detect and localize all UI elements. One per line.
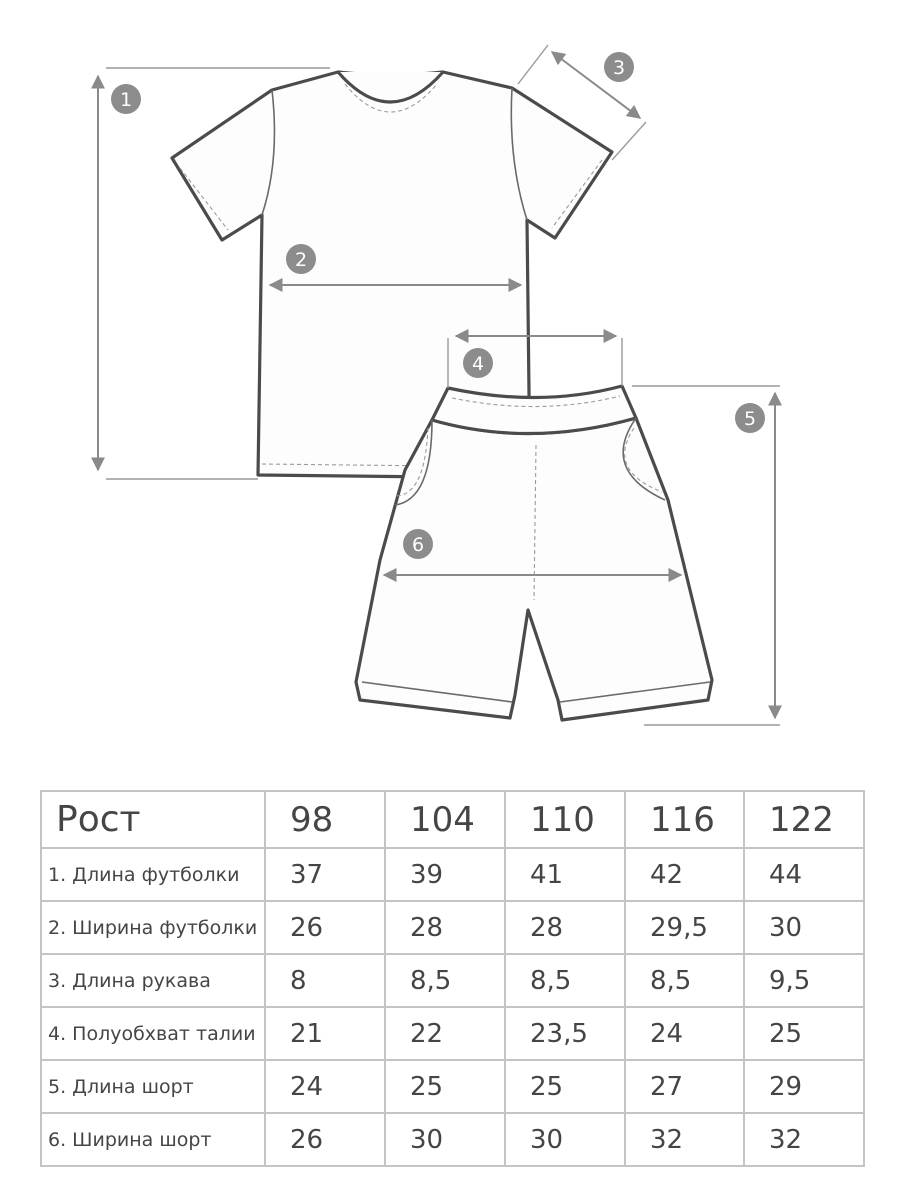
- row-label: 1. Длина футболки: [41, 848, 265, 901]
- size-table: [40, 790, 865, 1167]
- table-cell: 25: [385, 1060, 505, 1113]
- table-cell: 8,5: [385, 954, 505, 1007]
- table-cell: 26: [265, 1113, 385, 1166]
- svg-text:4: 4: [471, 353, 485, 375]
- row-label: 5. Длина шорт: [41, 1060, 265, 1113]
- table-cell: 28: [505, 901, 625, 954]
- table-header-row: [41, 791, 864, 848]
- table-cell: 26: [265, 901, 385, 954]
- table-cell: 44: [744, 848, 864, 901]
- table-cell: 37: [265, 848, 385, 901]
- marker-5: [735, 403, 765, 433]
- size-header-cell: 110: [505, 791, 625, 848]
- table-row: [41, 1007, 864, 1060]
- table-cell: 25: [505, 1060, 625, 1113]
- table-cell: 30: [744, 901, 864, 954]
- svg-text:1: 1: [119, 89, 133, 111]
- table-cell: 29,5: [625, 901, 744, 954]
- svg-text:5: 5: [743, 408, 757, 430]
- table-cell: 41: [505, 848, 625, 901]
- table-cell: 27: [625, 1060, 744, 1113]
- height-header-label: Рост: [41, 791, 265, 848]
- size-header-cell: 116: [625, 791, 744, 848]
- row-label: 6. Ширина шорт: [41, 1113, 265, 1166]
- table-cell: 23,5: [505, 1007, 625, 1060]
- svg-text:3: 3: [612, 57, 626, 79]
- row-label: 4. Полуобхват талии: [41, 1007, 265, 1060]
- row-label: 2. Ширина футболки: [41, 901, 265, 954]
- table-row: [41, 1113, 864, 1166]
- table-cell: 32: [744, 1113, 864, 1166]
- size-header-cell: 104: [385, 791, 505, 848]
- table-row: [41, 1060, 864, 1113]
- table-cell: 25: [744, 1007, 864, 1060]
- table-cell: 24: [625, 1007, 744, 1060]
- table-cell: 21: [265, 1007, 385, 1060]
- marker-1: [111, 84, 141, 114]
- table-cell: 30: [385, 1113, 505, 1166]
- table-cell: 8,5: [505, 954, 625, 1007]
- table-cell: 22: [385, 1007, 505, 1060]
- table-row: [41, 901, 864, 954]
- marker-2: [286, 244, 316, 274]
- table-cell: 8: [265, 954, 385, 1007]
- table-cell: 28: [385, 901, 505, 954]
- table-cell: 24: [265, 1060, 385, 1113]
- table-cell: 32: [625, 1113, 744, 1166]
- table-cell: 9,5: [744, 954, 864, 1007]
- table-row: [41, 848, 864, 901]
- table-cell: 42: [625, 848, 744, 901]
- marker-4: [463, 348, 493, 378]
- marker-6: [403, 529, 433, 559]
- svg-text:2: 2: [294, 249, 308, 271]
- marker-3: [604, 52, 634, 82]
- table-cell: 8,5: [625, 954, 744, 1007]
- table-cell: 39: [385, 848, 505, 901]
- size-header-cell: 122: [744, 791, 864, 848]
- table-cell: 29: [744, 1060, 864, 1113]
- svg-text:6: 6: [411, 534, 425, 556]
- table-row: [41, 954, 864, 1007]
- size-header-cell: 98: [265, 791, 385, 848]
- table-cell: 30: [505, 1113, 625, 1166]
- row-label: 3. Длина рукава: [41, 954, 265, 1007]
